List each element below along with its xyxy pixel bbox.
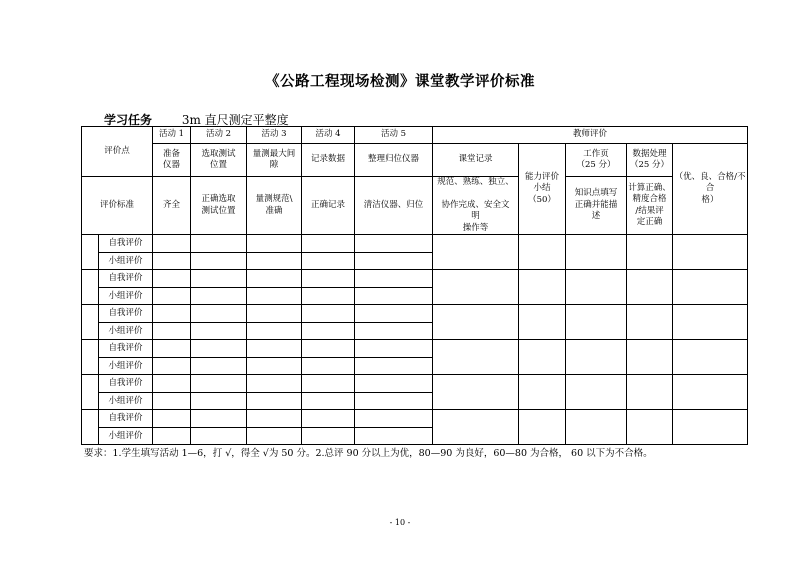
group-eval-label: 小组评价 — [99, 253, 153, 270]
activity-score-cell[interactable] — [191, 288, 247, 305]
activity-score-cell[interactable] — [355, 235, 433, 253]
group-eval-label: 小组评价 — [99, 393, 153, 410]
group-marker — [82, 270, 99, 305]
activity-score-cell[interactable] — [153, 428, 191, 445]
group-marker — [82, 305, 99, 340]
activity-score-cell[interactable] — [153, 288, 191, 305]
activity-point-3: 量测最大间 隙 — [247, 144, 302, 177]
activity-score-cell[interactable] — [302, 410, 355, 428]
self-eval-label: 自我评价 — [99, 270, 153, 288]
activity-header-3: 活动 3 — [247, 127, 302, 144]
data-processing-cell[interactable] — [627, 340, 673, 375]
group-eval-label: 小组评价 — [99, 323, 153, 340]
ability-cell[interactable] — [519, 410, 566, 445]
task-value: 3m 直尺测定平整度 — [181, 113, 289, 127]
group-marker — [82, 410, 99, 445]
activity-score-cell[interactable] — [191, 270, 247, 288]
group-marker — [82, 340, 99, 375]
ability-cell[interactable] — [519, 340, 566, 375]
activity-score-cell[interactable] — [247, 323, 302, 340]
activity-header-1: 活动 1 — [153, 127, 191, 144]
table-row — [82, 305, 748, 323]
activity-score-cell[interactable] — [247, 270, 302, 288]
activity-score-cell[interactable] — [153, 393, 191, 410]
group-marker — [82, 375, 99, 410]
activity-score-cell[interactable] — [191, 323, 247, 340]
grade-cell[interactable] — [673, 375, 748, 410]
worksheet-point: 工作页 （25 分） — [566, 144, 627, 177]
activity-score-cell[interactable] — [247, 410, 302, 428]
class-record-point: 课堂记录 — [433, 144, 519, 177]
eval-point-header: 评价点 — [82, 127, 153, 177]
activity-score-cell[interactable] — [355, 358, 433, 375]
activity-score-cell[interactable] — [302, 305, 355, 323]
activity-score-cell[interactable] — [355, 323, 433, 340]
worksheet-standard: 知识点填写 正确并能描 述 — [566, 177, 627, 235]
activity-score-cell[interactable] — [191, 393, 247, 410]
activity-score-cell[interactable] — [153, 358, 191, 375]
self-eval-label: 自我评价 — [99, 235, 153, 253]
table-row — [82, 177, 748, 235]
teacher-eval-header: 教师评价 — [433, 127, 748, 144]
activity-score-cell[interactable] — [247, 428, 302, 445]
activity-score-cell[interactable] — [302, 323, 355, 340]
class-record-standard: 规范、熟练、独立、 协作完成、安全文 明 操作等 — [433, 177, 519, 235]
activity-score-cell[interactable] — [302, 358, 355, 375]
worksheet-cell[interactable] — [566, 410, 627, 445]
activity-standard-3: 量测规范\ 准确 — [247, 177, 302, 235]
activity-score-cell[interactable] — [355, 305, 433, 323]
activity-point-5: 整理归位仪器 — [355, 144, 433, 177]
activity-score-cell[interactable] — [247, 253, 302, 270]
ability-cell[interactable] — [519, 375, 566, 410]
worksheet-cell[interactable] — [566, 375, 627, 410]
requirement-note: 要求：1.学生填写活动 1—6，打 √，得全 √为 50 分。2.总评 90 分以上为优，80—90 为良好，60—80 为合格， 60 以下为不合格。 — [84, 448, 653, 459]
activity-header-5: 活动 5 — [355, 127, 433, 144]
class-record-cell[interactable] — [433, 305, 519, 340]
activity-point-1: 准备 仪器 — [153, 144, 191, 177]
activity-score-cell[interactable] — [191, 340, 247, 358]
table-row — [82, 375, 748, 393]
data-processing-cell[interactable] — [627, 410, 673, 445]
table-row — [82, 127, 748, 144]
activity-score-cell[interactable] — [153, 253, 191, 270]
activity-score-cell[interactable] — [191, 305, 247, 323]
activity-score-cell[interactable] — [247, 288, 302, 305]
activity-score-cell[interactable] — [302, 340, 355, 358]
table-row — [82, 410, 748, 428]
grade-standard: （优、良、合格/不合 格） — [673, 144, 748, 235]
activity-score-cell[interactable] — [191, 375, 247, 393]
worksheet-cell[interactable] — [566, 340, 627, 375]
data-processing-cell[interactable] — [627, 375, 673, 410]
data-processing-cell[interactable] — [627, 235, 673, 270]
self-eval-label: 自我评价 — [99, 340, 153, 358]
class-record-cell[interactable] — [433, 340, 519, 375]
table-row — [82, 270, 748, 288]
ability-eval-point: 能力评价 小结 （50） — [519, 144, 566, 235]
class-record-cell[interactable] — [433, 235, 519, 270]
worksheet-cell[interactable] — [566, 270, 627, 305]
table-row — [82, 340, 748, 358]
activity-score-cell[interactable] — [153, 323, 191, 340]
class-record-cell[interactable] — [433, 270, 519, 305]
group-eval-label: 小组评价 — [99, 428, 153, 445]
grade-cell[interactable] — [673, 410, 748, 445]
activity-score-cell[interactable] — [302, 428, 355, 445]
evaluation-table — [81, 126, 748, 445]
activity-score-cell[interactable] — [302, 375, 355, 393]
activity-score-cell[interactable] — [191, 428, 247, 445]
activity-score-cell[interactable] — [153, 235, 191, 253]
activity-score-cell[interactable] — [247, 235, 302, 253]
activity-score-cell[interactable] — [355, 340, 433, 358]
class-record-cell[interactable] — [433, 410, 519, 445]
group-eval-label: 小组评价 — [99, 358, 153, 375]
activity-score-cell[interactable] — [153, 305, 191, 323]
ability-cell[interactable] — [519, 270, 566, 305]
table-row — [82, 235, 748, 253]
grade-cell[interactable] — [673, 235, 748, 270]
worksheet-cell[interactable] — [566, 235, 627, 270]
activity-score-cell[interactable] — [191, 253, 247, 270]
activity-score-cell[interactable] — [355, 428, 433, 445]
activity-score-cell[interactable] — [302, 393, 355, 410]
group-eval-label: 小组评价 — [99, 288, 153, 305]
activity-header-2: 活动 2 — [191, 127, 247, 144]
activity-score-cell[interactable] — [191, 358, 247, 375]
data-processing-cell[interactable] — [627, 270, 673, 305]
activity-point-4: 记录数据 — [302, 144, 355, 177]
activity-score-cell[interactable] — [247, 340, 302, 358]
activity-score-cell[interactable] — [153, 410, 191, 428]
ability-cell[interactable] — [519, 305, 566, 340]
activity-score-cell[interactable] — [247, 375, 302, 393]
activity-score-cell[interactable] — [153, 340, 191, 358]
grade-cell[interactable] — [673, 340, 748, 375]
activity-point-2: 选取测试 位置 — [191, 144, 247, 177]
self-eval-label: 自我评价 — [99, 305, 153, 323]
table-row — [82, 144, 748, 177]
activity-score-cell[interactable] — [247, 305, 302, 323]
activity-score-cell[interactable] — [355, 270, 433, 288]
activity-score-cell[interactable] — [355, 288, 433, 305]
activity-standard-1: 齐全 — [153, 177, 191, 235]
data-processing-cell[interactable] — [627, 305, 673, 340]
eval-standard-label: 评价标准 — [82, 177, 153, 235]
activity-score-cell[interactable] — [302, 288, 355, 305]
activity-score-cell[interactable] — [153, 270, 191, 288]
grade-cell[interactable] — [673, 270, 748, 305]
activity-score-cell[interactable] — [302, 253, 355, 270]
activity-standard-5: 清洁仪器、归位 — [355, 177, 433, 235]
activity-standard-2: 正确选取 测试位置 — [191, 177, 247, 235]
activity-standard-4: 正确记录 — [302, 177, 355, 235]
page-number: - 10 - — [389, 518, 411, 527]
activity-score-cell[interactable] — [302, 235, 355, 253]
self-eval-label: 自我评价 — [99, 375, 153, 393]
activity-score-cell[interactable] — [191, 410, 247, 428]
group-marker — [82, 235, 99, 270]
activity-score-cell[interactable] — [355, 393, 433, 410]
activity-score-cell[interactable] — [247, 393, 302, 410]
self-eval-label: 自我评价 — [99, 410, 153, 428]
activity-score-cell[interactable] — [153, 375, 191, 393]
task-label: 学习任务 — [104, 113, 153, 127]
activity-score-cell[interactable] — [355, 410, 433, 428]
activity-score-cell[interactable] — [355, 375, 433, 393]
activity-score-cell[interactable] — [247, 358, 302, 375]
grade-cell[interactable] — [673, 305, 748, 340]
ability-cell[interactable] — [519, 235, 566, 270]
activity-score-cell[interactable] — [302, 270, 355, 288]
page-title: 《公路工程现场检测》课堂教学评价标准 — [265, 73, 535, 90]
activity-score-cell[interactable] — [355, 253, 433, 270]
data-processing-standard: 计算正确、 精度合格 /结果评 定正确 — [627, 177, 673, 235]
activity-score-cell[interactable] — [191, 235, 247, 253]
class-record-cell[interactable] — [433, 375, 519, 410]
worksheet-cell[interactable] — [566, 305, 627, 340]
activity-header-4: 活动 4 — [302, 127, 355, 144]
data-processing-point: 数据处理 （25 分） — [627, 144, 673, 177]
